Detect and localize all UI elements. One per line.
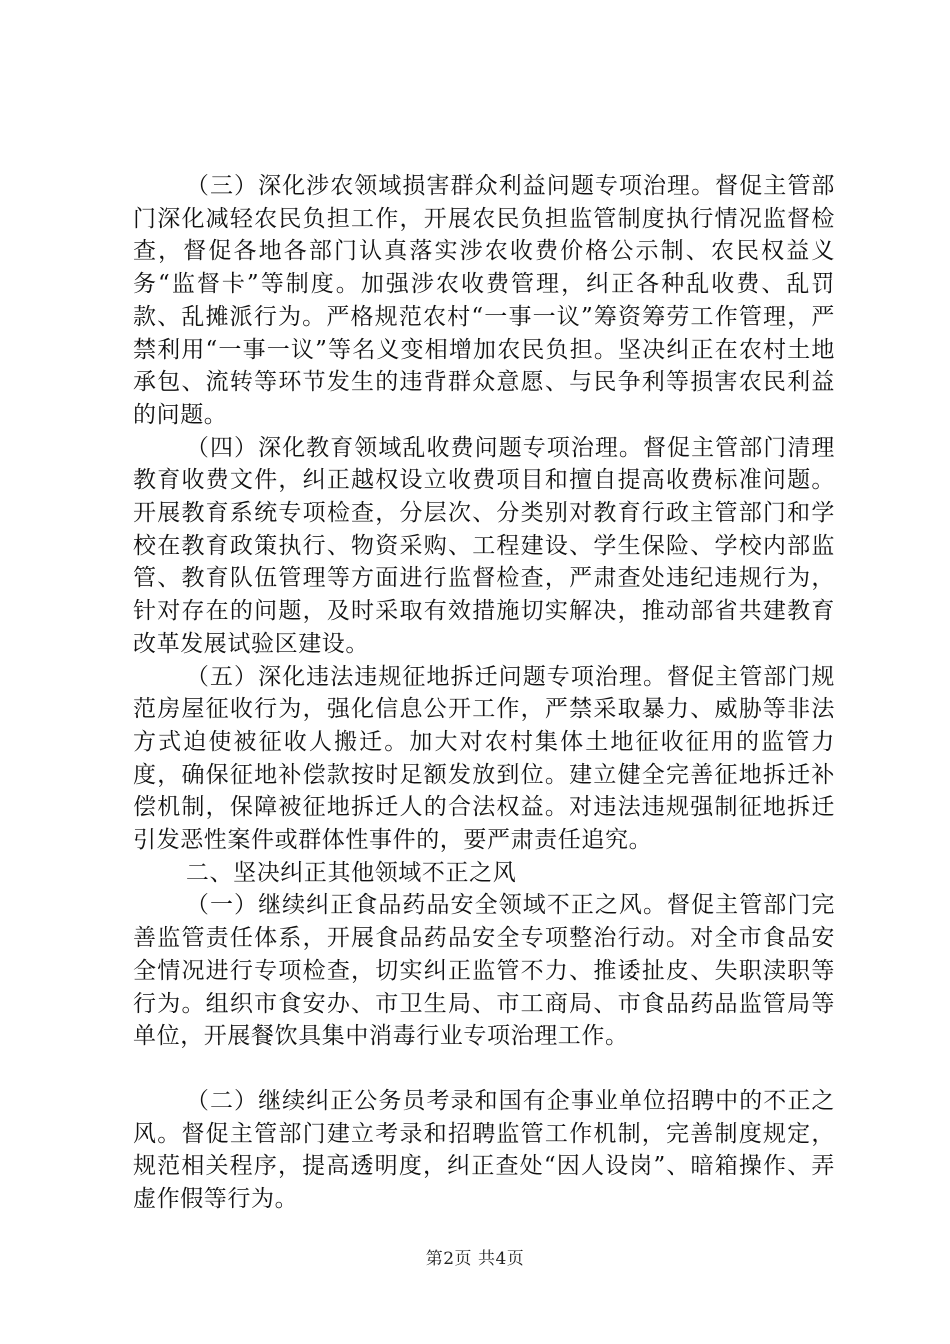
page-number-footer: 第2页 共4页	[425, 1249, 525, 1269]
section-heading-other-fields: 二、坚决纠正其他领域不正之风	[185, 859, 517, 886]
paragraph-food-drug-safety: （一）继续纠正食品药品安全领域不正之风。督促主管部门完善监管责任体系，开展食品药品安全专项整治行动。对全市食品安全情况进行专项检查，切实纠正监管不力、推诿扯皮、失职渎职等行为。组织市食安办、市卫生局、市工商局、市食品药品监管局等单位，开展餐饮具集中消毒行业专项治理工作。	[133, 892, 835, 1050]
paragraph-recruitment: （二）继续纠正公务员考录和国有企事业单位招聘中的不正之风。督促主管部门建立考录和招聘监管工作机制，完善制度规定，规范相关程序，提高透明度，纠正查处“因人设岗”、暗箱操作、弄虚作假等行为。	[133, 1087, 835, 1213]
document-body	[133, 170, 835, 1216]
paragraph-education: （四）深化教育领域乱收费问题专项治理。督促主管部门清理教育收费文件，纠正越权设立收费项目和擅自提高收费标准问题。开展教育系统专项检查，分层次、分类别对教育行政主管部门和学校在教育政策执行、物资采购、工程建设、学生保险、学校内部监管、教育队伍管理等方面进行监督检查，严肃查处违纪违规行为，针对存在的问题，及时采取有效措施切实解决，推动部省共建教育改革发展试验区建设。	[133, 434, 835, 657]
paragraph-agriculture: （三）深化涉农领域损害群众利益问题专项治理。督促主管部门深化减轻农民负担工作，开展农民负担监管制度执行情况监督检查，督促各地各部门认真落实涉农收费价格公示制、农民权益义务“监督卡”等制度。加强涉农收费管理，纠正各种乱收费、乱罚款、乱摊派行为。严格规范农村“一事一议”筹资筹劳工作管理，严禁利用“一事一议”等名义变相增加农民负担。坚决纠正在农村土地承包、流转等环节发生的违背群众意愿、与民争利等损害农民利益的问题。	[133, 173, 835, 428]
paragraph-land-acquisition: （五）深化违法违规征地拆迁问题专项治理。督促主管部门规范房屋征收行为，强化信息公开工作，严禁采取暴力、威胁等非法方式迫使被征收人搬迁。加大对农村集体土地征收征用的监管力度，确保征地补偿款按时足额发放到位。建立健全完善征地拆迁补偿机制，保障被征地拆迁人的合法权益。对违法违规强制征地拆迁引发恶性案件或群体性事件的，要严肃责任追究。	[133, 663, 835, 854]
